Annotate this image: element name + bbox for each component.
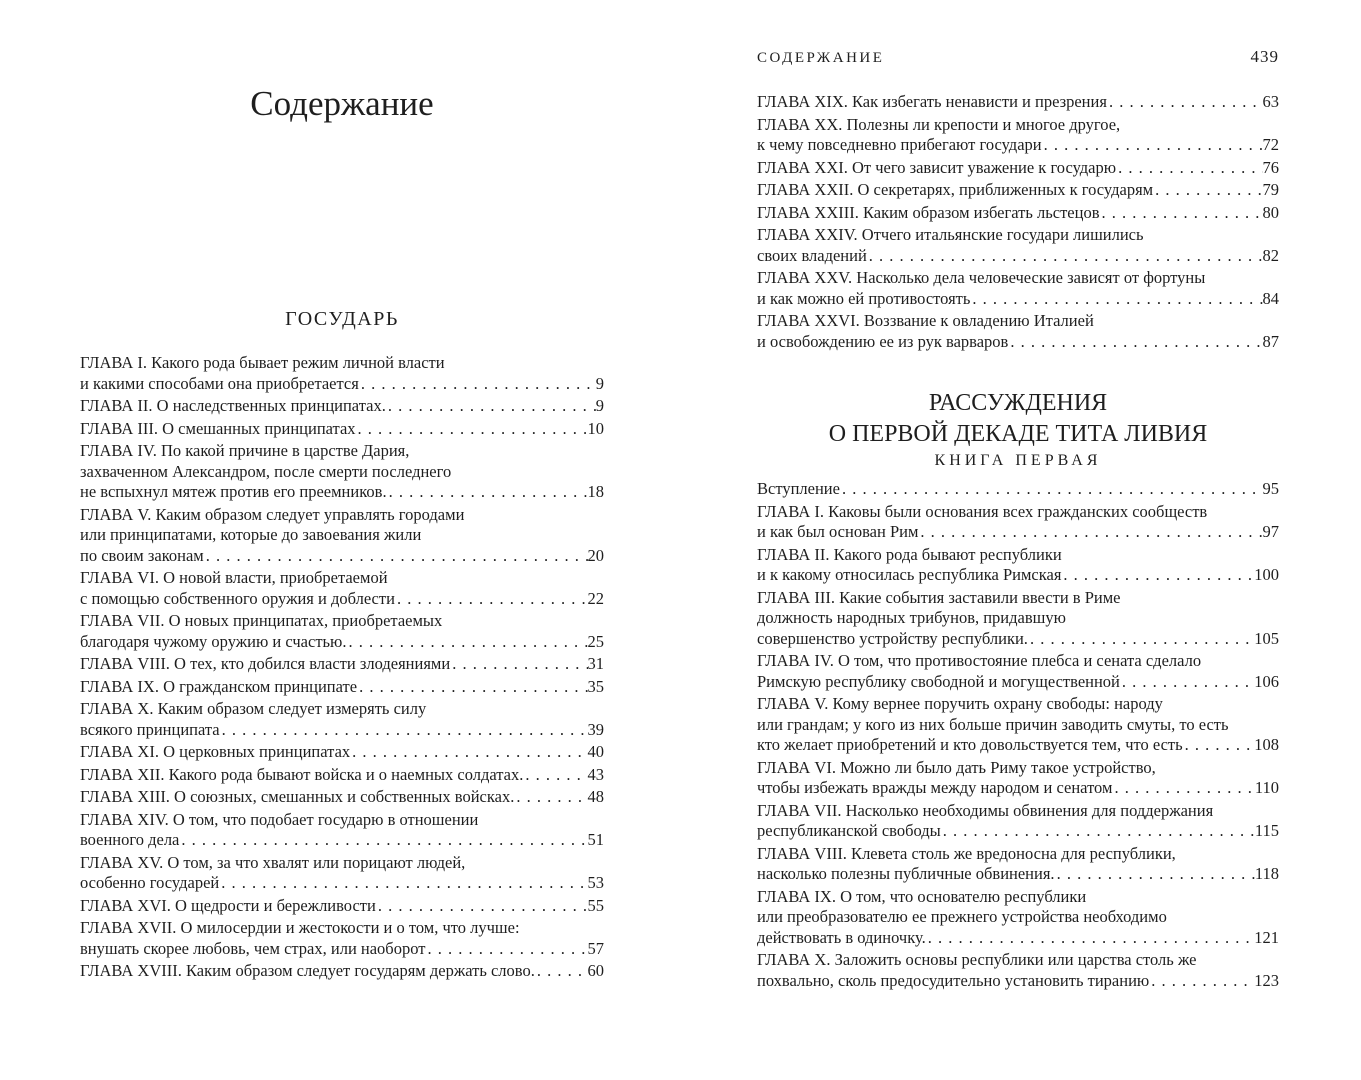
toc-entry-text: и как был основан Рим [757,522,919,541]
toc-page-number: 39 [587,719,604,739]
dot-leader [840,479,1263,500]
toc-page-number: 51 [587,830,604,849]
toc-page-number: 48 [587,787,604,806]
toc-entry-last-line [757,971,1279,992]
toc-page-number: 9 [595,373,604,393]
toc-page-number: 87 [1262,331,1279,351]
toc-entry-text: ГЛАВА XI. О церковных принципатах [80,742,351,761]
toc-entry-text: внушать скорее любовь, чем страх, или наоборот [80,938,426,958]
toc-entry [757,801,1279,842]
toc-entry-last-line [80,830,604,851]
toc-entry [80,353,604,394]
toc-entry [80,787,604,808]
toc-entry-text: ГЛАВА XXI. От чего зависит уважение к государю [757,157,1117,177]
dot-leader [204,546,588,567]
section-title-rassuzhdeniya [737,388,1299,450]
toc-page-number: 95 [1262,479,1279,498]
toc-page-number: 123 [1254,970,1279,990]
toc-page-number: 43 [587,764,604,784]
dot-leader [1008,332,1262,353]
toc-page-number: 53 [587,873,604,892]
toc-entry-line: ГЛАВА VI. О новой власти, приобретаемой [80,568,388,587]
toc-entry-last-line [80,765,604,786]
toc-entry-line: ГЛАВА XXV. Насколько дела человеческие зависят от фортуны [757,268,1206,287]
toc-entry-line: ГЛАВА II. Какого рода бывают республики [757,544,1062,564]
toc-list-gosudar-continued [757,92,1279,354]
toc-page-number: 80 [1262,202,1279,222]
toc-entry [80,441,604,503]
toc-title: Содержание [250,84,434,123]
toc-entry [757,545,1279,586]
dot-leader [970,289,1262,310]
toc-entry-text: своих владений [757,245,867,265]
toc-entry-last-line [757,180,1279,201]
toc-page-number: 31 [587,654,604,673]
dot-leader [1055,864,1255,885]
toc-page-number: 35 [587,676,604,696]
toc-entry-text: и как можно ей противостоять [757,288,971,308]
section-title-line-2: О ПЕРВОЙ ДЕКАДЕ ТИТА ЛИВИЯ [828,421,1208,447]
toc-entry-last-line [80,589,604,610]
toc-page-number: 105 [1254,628,1279,648]
toc-entry-text: республиканской свободы [757,821,941,840]
toc-entry-line: ГЛАВА I. Какого рода бывает режим личной власти [80,353,445,372]
toc-entry [757,950,1279,991]
dot-leader [395,589,588,610]
toc-entry [757,844,1279,885]
toc-entry-line: ГЛАВА VII. Насколько необходимы обвинения для поддержания [757,800,1214,820]
toc-entry-text: особенно государей [80,873,220,892]
toc-entry-text: и к какому относилась республика Римская [757,565,1062,584]
dot-leader [1149,971,1254,992]
toc-entry-last-line [80,419,604,440]
dot-leader [1061,565,1254,586]
toc-entry-text: совершенство устройству республики. [757,628,1028,648]
toc-entry-text: Римскую республику свободной и могущественной [757,671,1120,691]
dot-leader [1028,629,1254,650]
toc-page-number: 40 [587,742,604,761]
toc-page-number: 60 [587,961,604,980]
toc-entry-last-line [80,482,604,503]
dot-leader [350,742,587,763]
toc-entry [757,502,1279,543]
toc-entry-line: ГЛАВА VIII. Клевета столь же вредоносна для республики, [757,843,1176,863]
toc-entry-line: ГЛАВА IV. О том, что противостояние плебса и сената сделало [757,651,1202,670]
toc-entry-last-line [757,332,1279,353]
dot-leader [220,720,588,741]
toc-page-number: 110 [1254,778,1279,797]
toc-entry-text: и какими способами она приобретается [80,373,359,393]
toc-entry-text: к чему повседневно прибегают государи [757,135,1042,154]
toc-page-number: 79 [1262,180,1279,199]
toc-entry [757,92,1279,113]
toc-entry-last-line [757,522,1279,543]
dot-leader [941,821,1255,842]
toc-entry [757,694,1279,756]
toc-entry-text: ГЛАВА XIX. Как избегать ненависти и презрения [757,92,1107,111]
toc-entry-line: ГЛАВА XIV. О том, что подобает государю в отношении [80,809,479,829]
toc-entry-last-line [757,821,1279,842]
toc-entry-line: ГЛАВА V. Кому вернее поручить охрану свободы: народу [757,694,1163,713]
toc-entry-line: ГЛАВА X. Заложить основы республики или царства столь же [757,950,1197,969]
toc-entry [80,654,604,675]
toc-entry-line: ГЛАВА IX. О том, что основателю республики [757,886,1087,906]
toc-entry-line: ГЛАВА IV. По какой причине в царстве Дария, [80,441,410,460]
dot-leader [347,632,588,653]
toc-entry-last-line [757,928,1279,949]
dot-leader [357,677,587,698]
toc-entry [757,479,1279,500]
dot-leader [926,928,1255,949]
toc-entry-text: ГЛАВА XIII. О союзных, смешанных и собственных войсках. [80,787,515,806]
toc-entry-text: действовать в одиночку. [757,927,926,947]
running-header [757,47,1279,67]
dot-leader [1116,158,1262,179]
toc-entry-last-line [80,677,604,698]
toc-entry-line: ГЛАВА XXVI. Воззвание к овладению Италией [757,311,1094,330]
toc-entry [757,588,1279,650]
toc-entry-last-line [80,939,604,960]
dot-leader [1120,672,1254,693]
toc-entry-text: похвально, сколь предосудительно установить тиранию [757,970,1150,990]
toc-entry-last-line [80,787,604,808]
dot-leader [1112,778,1254,799]
toc-entry-line: или грандам; у кого из них больше причин заводить смуты, то есть [757,714,1229,734]
toc-entry-last-line [757,246,1279,267]
toc-entry-line: ГЛАВА X. Каким образом следует измерять силу [80,699,427,718]
toc-page-number: 118 [1254,864,1279,883]
toc-entry [80,699,604,740]
toc-page-number: 121 [1254,927,1279,947]
toc-entry [757,225,1279,266]
toc-entry [80,505,604,567]
toc-entry-last-line [757,864,1279,885]
dot-leader [918,522,1262,543]
toc-entry-last-line [757,565,1279,586]
toc-page-number: 84 [1262,288,1279,308]
toc-entry-last-line [757,629,1279,650]
toc-entry [757,887,1279,949]
dot-leader [450,654,587,675]
toc-entry-last-line [757,135,1279,156]
toc-entry-last-line [80,654,604,675]
toc-entry [80,918,604,959]
dot-leader [867,246,1263,267]
toc-entry-last-line [757,778,1279,799]
toc-entry-last-line [757,158,1279,179]
toc-entry-line: ГЛАВА V. Каким образом следует управлять городами [80,504,465,524]
toc-entry-text: всякого принципата [80,719,220,739]
left-page [80,0,604,1080]
toc-entry-last-line [80,873,604,894]
toc-page-number: 18 [587,482,604,501]
toc-entry [80,765,604,786]
toc-entry-text: не вспыхнул мятеж против его преемников. [80,482,387,501]
toc-page-number: 25 [587,631,604,651]
toc-page-number: 106 [1254,671,1279,691]
toc-page-number: 22 [587,588,604,608]
toc-entry-line: ГЛАВА VI. Можно ли было дать Риму такое устройство, [757,757,1156,777]
dot-leader [425,939,587,960]
toc-entry-text: кто желает приобретений и кто довольствуется тем, что есть [757,735,1183,754]
toc-entry-line: или преобразователю ее прежнего устройства необходимо [757,907,1167,926]
toc-entry-line: ГЛАВА XVII. О милосердии и жестокости и о том, что лучше: [80,918,520,937]
dot-leader [386,396,596,417]
toc-entry-last-line [80,546,604,567]
toc-page-number: 63 [1262,92,1279,111]
toc-page-number: 108 [1254,735,1279,754]
toc-entry [80,853,604,894]
dot-leader [1153,180,1262,201]
toc-entry-text: ГЛАВА II. О наследственных принципатах. [80,396,386,415]
toc-entry-line: ГЛАВА XXIV. Отчего итальянские государи лишились [757,225,1144,244]
dot-leader [514,787,587,808]
toc-entry [757,203,1279,224]
toc-entry-text: военного дела [80,830,180,849]
toc-entry-last-line [80,742,604,763]
toc-entry [80,896,604,917]
toc-entry [757,158,1279,179]
toc-entry-text: насколько полезны публичные обвинения. [757,864,1055,883]
toc-page-number: 9 [595,396,604,415]
toc-entry-text: ГЛАВА XII. Какого рода бывают войска и о наемных солдатах. [80,764,524,784]
toc-page-number: 57 [587,938,604,958]
toc-entry [757,311,1279,352]
toc-entry [757,180,1279,201]
toc-entry-text: Вступление [757,479,840,498]
toc-entry-text: чтобы избежать вражды между народом и сенатом [757,778,1113,797]
toc-entry [757,268,1279,309]
toc-page-number: 72 [1262,135,1279,154]
toc-entry-text: ГЛАВА III. О смешанных принципатах [80,418,356,438]
toc-entry-last-line [757,672,1279,693]
dot-leader [376,896,588,917]
toc-entry-line: ГЛАВА XX. Полезны ли крепости и многое другое, [757,114,1121,134]
toc-page-number: 115 [1254,821,1279,840]
toc-page-number: 20 [587,545,604,565]
toc-entry-text: и освобождению ее из рук варваров [757,331,1009,351]
toc-entry [757,651,1279,692]
toc-entry-last-line [757,92,1279,113]
subsection-heading-kniga-pervaya: КНИГА ПЕРВАЯ [934,452,1102,469]
toc-page-number: 76 [1262,157,1279,177]
toc-list-gosudar [80,353,604,984]
dot-leader [1107,92,1263,113]
toc-entry-line: ГЛАВА III. Какие события заставили ввести в Риме [757,587,1121,607]
toc-entry [80,961,604,982]
toc-entry [757,115,1279,156]
toc-entry [80,810,604,851]
toc-page-number: 97 [1262,522,1279,541]
toc-entry-line: должность народных трибунов, придавшую [757,608,1066,627]
dot-leader [1100,203,1263,224]
toc-entry-line: или принципатами, которые до завоевания жили [80,525,422,544]
toc-entry-last-line [757,479,1279,500]
toc-entry-text: ГЛАВА VIII. О тех, кто добился власти злодеяниями [80,654,451,673]
toc-entry-last-line [757,203,1279,224]
section-title-line-1: РАССУЖДЕНИЯ [928,390,1108,416]
toc-entry-text: ГЛАВА IX. О гражданском принципате [80,676,358,696]
toc-page-number: 82 [1262,245,1279,265]
toc-entry [80,742,604,763]
dot-leader [1042,135,1263,156]
toc-entry-line: ГЛАВА XV. О том, за что хвалят или порицают людей, [80,852,466,872]
dot-leader [1183,735,1255,756]
toc-entry-last-line [80,961,604,982]
toc-entry-last-line [80,396,604,417]
dot-leader [179,830,587,851]
part-heading-gosudar: ГОСУДАРЬ [285,308,399,330]
toc-entry-line: захваченном Александром, после смерти последнего [80,461,452,481]
toc-entry-text: по своим законам [80,545,204,565]
dot-leader [523,765,587,786]
toc-entry [80,677,604,698]
toc-page-number: 100 [1254,565,1279,584]
toc-entry-last-line [80,632,604,653]
toc-entry [80,419,604,440]
toc-entry-last-line [80,374,604,395]
toc-entry-text: ГЛАВА XXIII. Каким образом избегать льстецов [757,202,1100,222]
toc-entry-last-line [757,735,1279,756]
dot-leader [387,482,588,503]
toc-entry-text: ГЛАВА XVIII. Каким образом следует государям держать слово. [80,961,535,980]
toc-entry [757,758,1279,799]
toc-entry-last-line [80,720,604,741]
page-number-folio: 439 [1250,47,1279,66]
toc-entry-text: благодаря чужому оружию и счастью. [80,631,347,651]
right-page [757,0,1279,1080]
toc-entry-last-line [757,289,1279,310]
toc-page-number: 10 [587,418,604,438]
toc-entry-line: ГЛАВА I. Каковы были основания всех гражданских сообществ [757,501,1208,521]
toc-entry-last-line [80,896,604,917]
toc-entry [80,611,604,652]
dot-leader [219,873,587,894]
running-header-title: СОДЕРЖАНИЕ [757,50,885,66]
toc-entry [80,396,604,417]
toc-entry [80,568,604,609]
toc-entry-line: ГЛАВА VII. О новых принципатах, приобретаемых [80,611,443,630]
dot-leader [535,961,588,982]
dot-leader [359,374,596,395]
toc-list-kniga-pervaya [757,479,1279,993]
toc-entry-text: ГЛАВА XVI. О щедрости и бережливости [80,895,376,915]
dot-leader [356,419,588,440]
toc-page-number: 55 [587,895,604,915]
toc-entry-text: с помощью собственного оружия и доблести [80,588,395,608]
toc-entry-text: ГЛАВА XXII. О секретарях, приближенных к государям [757,180,1154,199]
